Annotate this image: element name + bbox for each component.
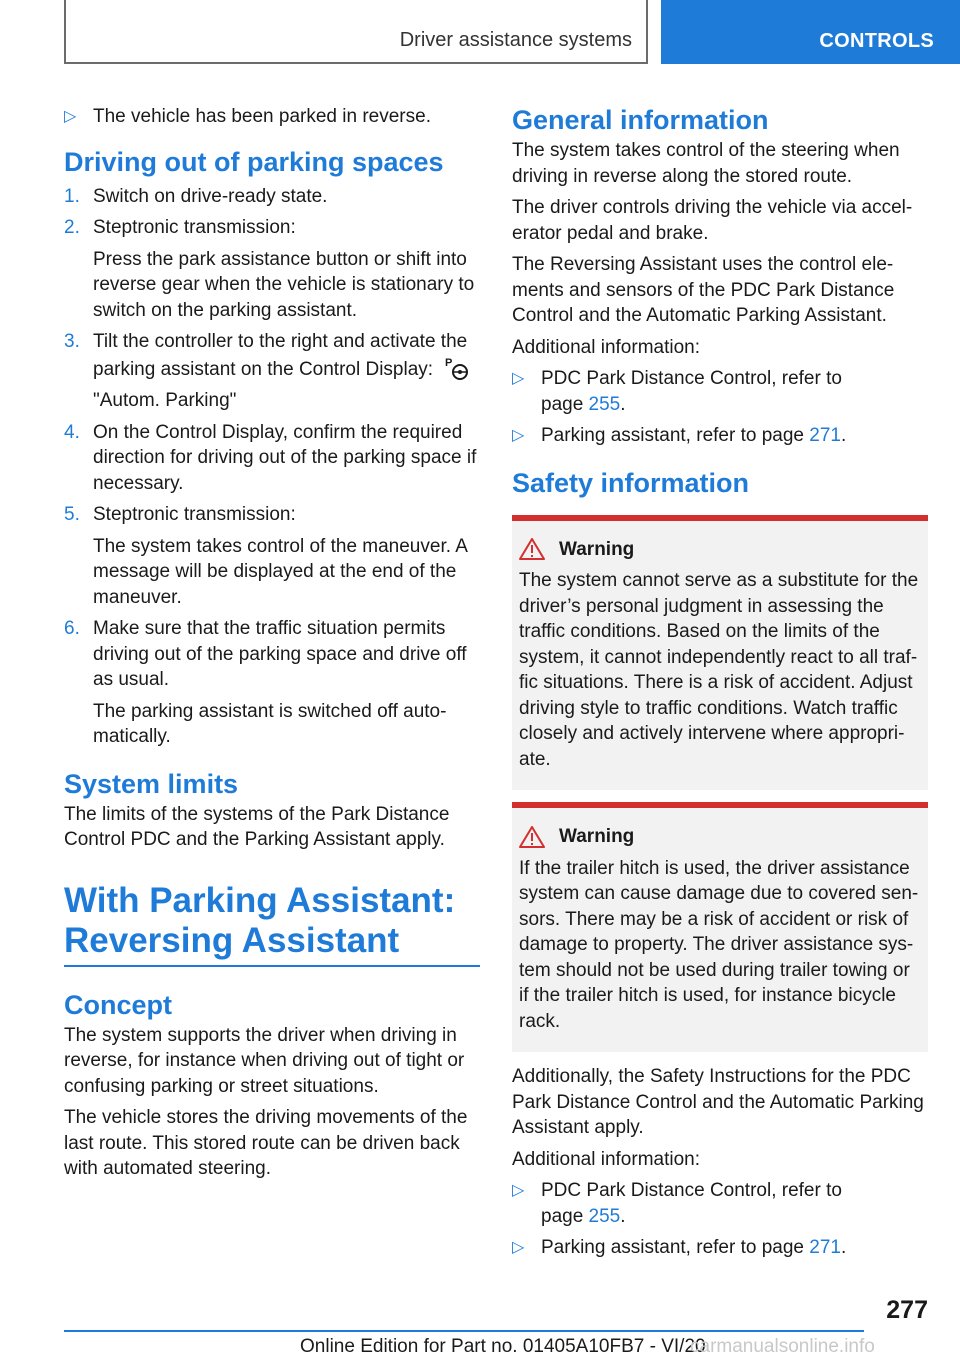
header-section-title: Driver assistance systems [399, 29, 632, 51]
step-text: Press the park assistance button or shift into reverse gear when the vehicle is stationary to switch on the parking assistant. [93, 248, 475, 321]
bullet-pdc-reference [512, 1178, 928, 1229]
main-heading-block [64, 881, 480, 967]
left-column [64, 104, 480, 1188]
heading-safety-information: Safety information [512, 467, 750, 498]
bullet-text: PDC Park Distance Control, refer to page 255. [541, 368, 842, 415]
parking-assistant-icon [444, 355, 470, 389]
general-paragraph-1: The system takes control of the steering when driving in reverse along the stored route. [512, 140, 900, 187]
footer-rule [64, 1330, 864, 1332]
step-2 [64, 215, 480, 323]
triangle-bullet-icon: ▷ [512, 427, 525, 444]
step-number: 1. [64, 185, 80, 207]
step-text: Tilt the controller to the right and activate the parking assistant on the Control Display: [93, 331, 468, 380]
step-text: The system takes control of the maneuver. A message will be displayed at the end of the maneuver. [93, 535, 467, 608]
step-number: 6. [64, 618, 80, 639]
general-paragraph-3: The Reversing Assistant uses the control ele-ments and sensors of the PDC Park Distance Control and the Automatic Parking Assistant. [512, 254, 895, 326]
bullet-text: Parking assistant, refer to page 271. [541, 1237, 847, 1258]
header-chapter-box [661, 0, 960, 64]
safety-additional-label: Additional information: [512, 1148, 700, 1170]
triangle-bullet-icon: ▷ [512, 1239, 525, 1256]
step-text: On the Control Display, confirm the required direction for driving out of the parking space if necessary. [93, 421, 477, 494]
bullet-text: Parking assistant, refer to page 271. [541, 425, 847, 446]
concept-paragraph-1: The system supports the driver when driving in reverse, for instance when driving out of tight or confusing parking or street situations. [64, 1024, 465, 1097]
heading-concept: Concept [64, 989, 172, 1020]
main-heading-line1: With Parking Assistant: [64, 880, 456, 920]
warning-triangle-icon [519, 826, 559, 848]
bullet-parking-assistant-reference [512, 1235, 928, 1261]
step-5 [64, 502, 480, 610]
triangle-bullet-icon: ▷ [512, 370, 525, 387]
step-4 [64, 420, 480, 497]
step-6 [64, 616, 480, 750]
warning-title: Warning [559, 826, 635, 847]
bullet-text: PDC Park Distance Control, refer to page 255. [541, 1180, 842, 1227]
step-number: 2. [64, 217, 80, 238]
concept-paragraph-2: The vehicle stores the driving movements of the last route. This stored route can be driven back with automated steering. [64, 1107, 468, 1179]
heading-general-information: General information [512, 105, 769, 135]
bullet-text: The vehicle has been parked in reverse. [93, 106, 431, 127]
general-paragraph-2: The driver controls driving the vehicle via accel-erator pedal and brake. [512, 197, 913, 244]
step-1 [64, 184, 480, 210]
warning-text: The system cannot serve as a substitute for the driver’s personal judgment in assessing the traffic conditions. Based on the limits of the system, it cannot independently react to all traf-fic situations. There is a risk of accident. Adjust driving style to traffic conditions. Watch traffic closely and actively intervene where appropri-ate. [519, 570, 919, 770]
bullet-parked-reverse [64, 104, 480, 130]
step-text: Steptronic transmission: [93, 217, 296, 238]
bullet-pdc-reference [512, 366, 928, 417]
main-heading-line2: Reversing Assistant [64, 920, 400, 960]
general-additional-label: Additional information: [512, 336, 700, 358]
step-number: 4. [64, 421, 80, 443]
warning-box-2 [512, 802, 928, 1052]
warning-triangle-icon [519, 538, 559, 560]
triangle-bullet-icon: ▷ [512, 1182, 525, 1199]
system-limits-text: The limits of the systems of the Park Distance Control PDC and the Parking Assistant apply. [64, 803, 450, 850]
svg-text:P: P [445, 356, 453, 369]
page-number: 277 [886, 1296, 928, 1324]
safety-paragraph: Additionally, the Safety Instructions for the PDC Park Distance Control and the Automatic Parking Assistant apply. [512, 1066, 924, 1138]
page-link-271[interactable]: 271 [809, 1237, 841, 1258]
step-text: The parking assistant is switched off auto-matically. [93, 700, 447, 747]
triangle-bullet-icon: ▷ [64, 108, 77, 125]
watermark: carmanualsonline.info [690, 1336, 875, 1357]
warning-text: If the trailer hitch is used, the driver assistance system can cause damage due to covered sen-sors. There may be a risk of accident or risk of damage to property. The driver assistance sys-tem should not be used during trailer towing or if the trailer hitch is used, for instance bicycle rack. [519, 857, 919, 1032]
step-text: Steptronic transmission: [93, 504, 296, 525]
header-chapter-title: CONTROLS [819, 30, 934, 52]
right-column [512, 104, 928, 1267]
heading-system-limits: System limits [64, 768, 239, 799]
step-number: 3. [64, 331, 80, 352]
page-link-255[interactable]: 255 [588, 393, 621, 415]
page-link-255[interactable]: 255 [588, 1205, 621, 1227]
step-text: Switch on drive-ready state. [93, 185, 328, 207]
header-section-box [64, 0, 648, 64]
step-text: "Autom. Parking" [93, 390, 237, 411]
step-number: 5. [64, 504, 80, 525]
warning-title: Warning [559, 538, 635, 560]
step-3 [64, 329, 480, 414]
warning-box-1 [512, 515, 928, 791]
heading-driving-out: Driving out of parking spaces [64, 146, 444, 177]
footer-edition: Online Edition for Part no. 01405A10FB7 - VI/20 [300, 1336, 706, 1357]
page-link-271[interactable]: 271 [809, 425, 841, 446]
step-text: Make sure that the traffic situation permits driving out of the parking space and drive off as usual. [93, 618, 467, 690]
bullet-parking-assistant-reference [512, 423, 928, 449]
